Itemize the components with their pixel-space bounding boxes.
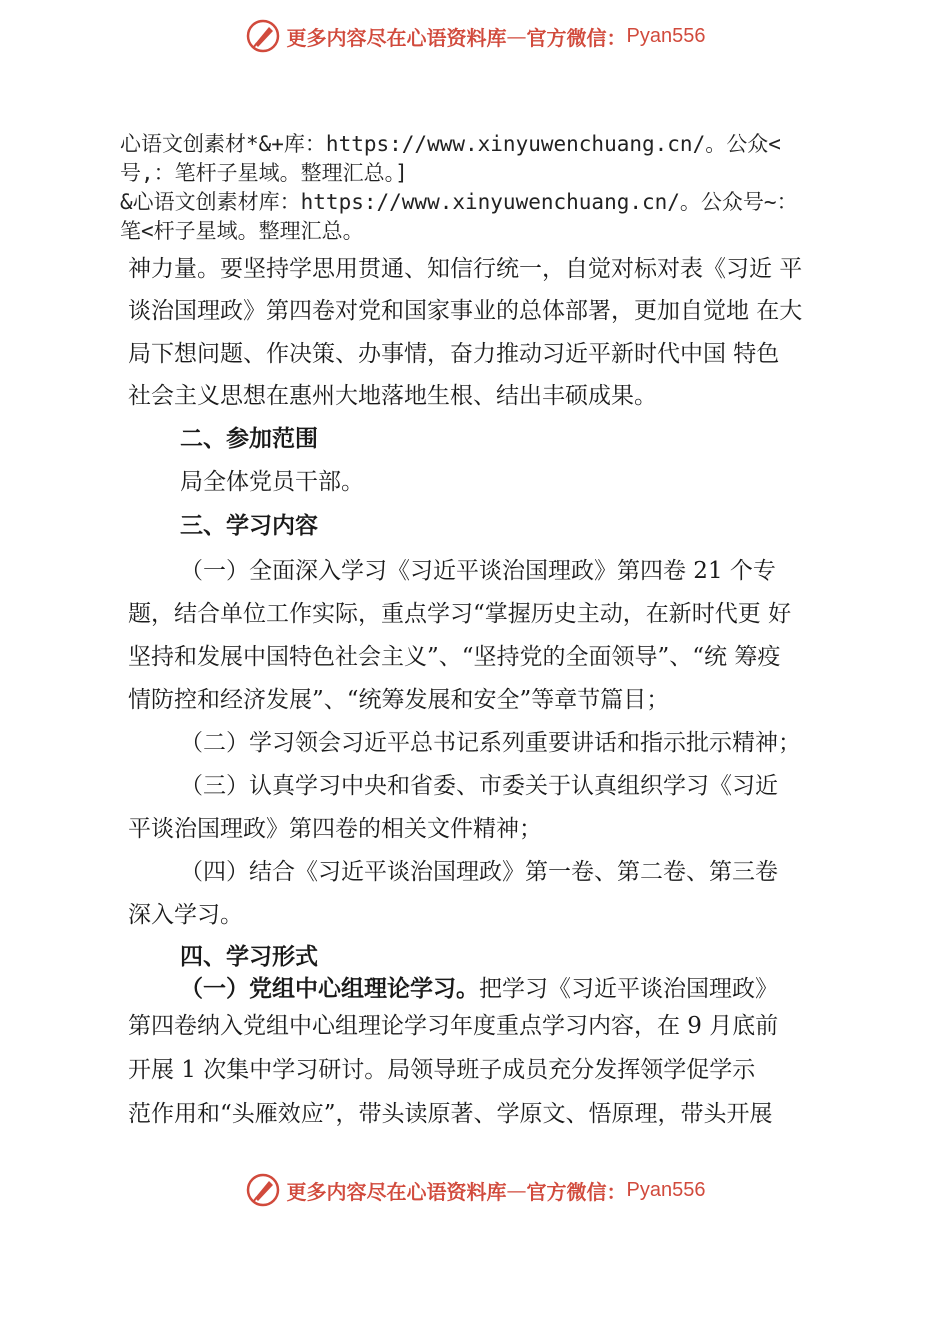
paragraph-line: 局全体党员干部。 bbox=[180, 469, 364, 495]
paragraph-line: 开展 1 次集中学习研讨。局领导班子成员充分发挥领学促学示 bbox=[128, 1057, 756, 1083]
section-heading-4: 四、学习形式 bbox=[180, 944, 318, 970]
banner-dash: — bbox=[506, 24, 527, 48]
paragraph-line: 局下想问题、作决策、办事情，奋力推动习近平新时代中国 特色 bbox=[128, 341, 780, 367]
paragraph-line: 第四卷纳入党组中心组理论学习年度重点学习内容，在 9 月底前 bbox=[128, 1013, 779, 1039]
paragraph-line: （四）结合《习近平谈治国理政》第一卷、第二卷、第三卷 bbox=[180, 859, 778, 885]
paragraph-line: 情防控和经济发展”、“统筹发展和安全”等章节篇目； bbox=[128, 687, 670, 713]
header-banner bbox=[0, 14, 950, 58]
banner-dash: — bbox=[506, 1178, 527, 1202]
pen-nib-logo-icon bbox=[245, 1172, 281, 1208]
paragraph-line: 深入学习。 bbox=[128, 902, 243, 928]
paragraph-line: 社会主义思想在惠州大地落地生根、结出丰硕成果。 bbox=[128, 383, 657, 409]
paragraph-line: 范作用和“头雁效应”，带头读原著、学原文、悟原理，带头开展 bbox=[128, 1101, 773, 1127]
paragraph-line: 谈治国理政》第四卷对党和国家事业的总体部署，更加自觉地 在大 bbox=[128, 298, 803, 324]
banner-official: 官方微信： bbox=[526, 25, 627, 50]
paragraph-line: （一）全面深入学习《习近平谈治国理政》第四卷 21 个专 bbox=[180, 558, 776, 584]
footer-banner bbox=[0, 1168, 950, 1212]
paragraph-line: 题，结合单位工作实际，重点学习“掌握历史主动，在新时代更 好 bbox=[128, 601, 792, 627]
watermark-line-4: 笔<杆子星域。整理汇总。 bbox=[120, 219, 364, 243]
banner-text: 更多内容尽在心语资料库 bbox=[286, 25, 507, 50]
banner-text: 更多内容尽在心语资料库 bbox=[286, 1179, 507, 1204]
section-heading-2: 二、参加范围 bbox=[180, 426, 318, 452]
section-heading-3: 三、学习内容 bbox=[180, 513, 318, 539]
banner-official: 官方微信： bbox=[526, 1179, 627, 1204]
watermark-line-3: &心语文创素材库：https://www.xinyuwenchuang.cn/。公众号~： bbox=[120, 190, 798, 214]
paragraph-line: 神力量。要坚持学思用贯通、知信行统一，自觉对标对表《习近 平 bbox=[128, 256, 803, 282]
banner-wechat: Pyan556 bbox=[626, 24, 706, 47]
watermark-line-1: 心语文创素材*&+库：https://www.xinyuwenchuang.cn/。公众< bbox=[120, 132, 781, 156]
watermark-line-2: 号,：笔杆子星域。整理汇总。] bbox=[120, 161, 408, 185]
paragraph-line bbox=[180, 970, 778, 1003]
banner-wechat: Pyan556 bbox=[626, 1178, 706, 1201]
paragraph-text: 把学习《习近平谈治国理政》 bbox=[479, 976, 778, 1002]
subsection-lead: （一）党组中心组理论学习。 bbox=[180, 976, 479, 1002]
paragraph-line: （二）学习领会习近平总书记系列重要讲话和指示批示精神； bbox=[180, 730, 801, 756]
pen-nib-logo-icon bbox=[245, 18, 281, 54]
paragraph-line: 坚持和发展中国特色社会主义”、“坚持党的全面领导”、“统 筹疫 bbox=[128, 644, 781, 670]
paragraph-line: （三）认真学习中央和省委、市委关于认真组织学习《习近 bbox=[180, 773, 778, 799]
paragraph-line: 平谈治国理政》第四卷的相关文件精神； bbox=[128, 816, 542, 842]
